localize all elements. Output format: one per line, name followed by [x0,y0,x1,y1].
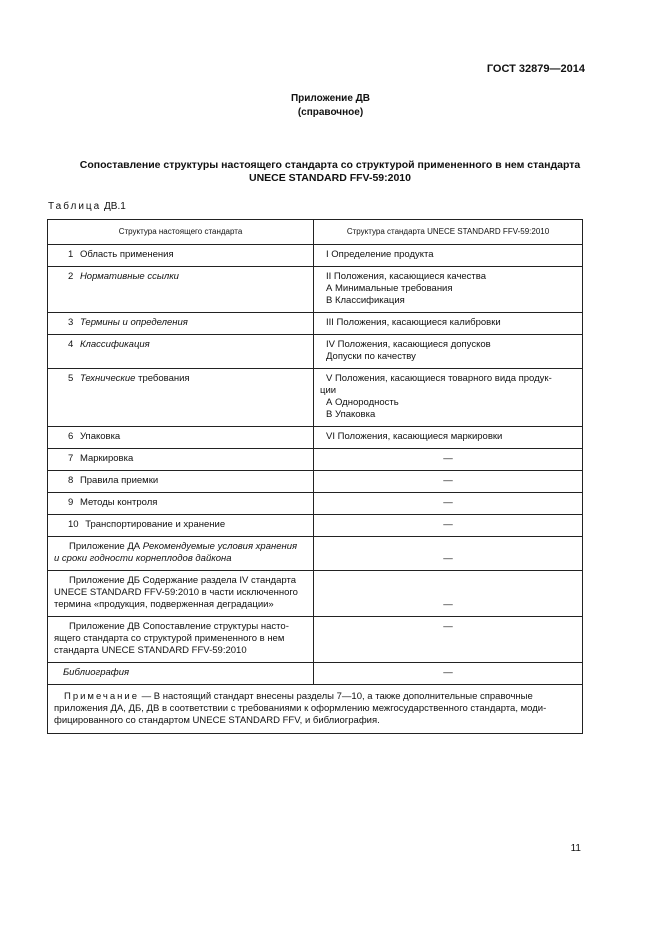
table-row [48,245,583,267]
row-left [48,663,314,685]
table-row [48,449,583,471]
structure-comparison-table [47,219,583,734]
row-text: Область применения [79,249,174,260]
row-text: Маркировка [79,453,134,464]
row-number: 9 [68,497,74,508]
row-text: Термины и определения [79,317,188,328]
row-left [48,515,314,537]
row-text-line: Приложение ДБ Содержание раздела IV стандарта [69,575,296,586]
table-row [48,537,583,571]
table-row [48,493,583,515]
row-right [314,617,583,663]
row-right [314,471,583,493]
table-note [48,685,583,734]
row-text-line [54,541,307,553]
row-left [48,571,314,617]
appendix-prefix: Приложение ДА [69,541,141,552]
row-left [48,369,314,427]
row-text-italic: Технические [79,373,136,384]
row-text: Классификация [79,339,150,350]
column-header-this-standard: Структура настоящего стандарта [48,220,314,245]
row-text-line: UNECE STANDARD FFV-59:2010 в части исключенного [54,587,298,598]
row-number: 5 [68,373,74,384]
right-line: ции [320,385,337,396]
right-line: III Положения, касающиеся калибровки [326,317,501,328]
table-row [48,515,583,537]
dash: — [443,475,453,486]
row-text-line: ящего стандарта со структурой примененного в нем [54,633,285,644]
row-number: 10 [68,519,79,530]
table-row [48,369,583,427]
row-left [48,617,314,663]
row-text: требования [138,373,190,384]
appendix-title: Приложение ДВ [290,93,371,104]
table-row [48,267,583,313]
right-line: II Положения, касающиеся качества [326,271,487,282]
right-line: Допуски по качеству [326,351,416,362]
row-left [48,471,314,493]
dash: — [443,453,453,464]
row-text-line: Приложение ДВ Сопоставление структуры насто- [69,621,289,632]
right-line: В Классификация [326,295,405,306]
row-left [48,449,314,471]
row-text-line: термина «продукция, подверженная деградации» [54,599,274,610]
note-line [54,691,576,703]
right-line: IV Положения, касающиеся допусков [326,339,491,350]
appendix-heading [0,92,661,120]
row-right [314,335,583,369]
row-right [314,427,583,449]
row-number: 4 [68,339,74,350]
table-caption-label: Таблица [48,201,102,212]
right-line: В Упаковка [326,409,376,420]
row-text: Библиография [63,667,130,678]
row-right [314,571,583,617]
table-note-row [48,685,583,734]
row-right [314,369,583,427]
row-left [48,335,314,369]
dash: — [443,519,453,530]
main-title-line2: UNECE STANDARD FFV-59:2010 [248,172,411,184]
table-row [48,663,583,685]
row-left [48,245,314,267]
appendix-title-italic: и сроки годности корнеплодов дайкона [54,553,232,564]
row-text-line: стандарта UNECE STANDARD FFV-59:2010 [54,645,247,656]
row-number: 8 [68,475,74,486]
note-label: Примечание [64,691,139,702]
row-right [314,493,583,515]
table-caption-number: ДВ.1 [104,201,126,212]
row-left [48,537,314,571]
column-header-unece-standard: Структура стандарта UNECE STANDARD FFV-59:2010 [314,220,583,245]
appendix-title-italic: Рекомендуемые условия хранения [142,541,298,552]
row-right [314,267,583,313]
appendix-subtitle: (справочное) [297,107,364,118]
row-right [314,245,583,267]
row-left [48,313,314,335]
dash: — [443,621,453,632]
table-header-row [48,220,583,245]
table-row [48,571,583,617]
row-left [48,267,314,313]
row-number: 3 [68,317,74,328]
table-row [48,313,583,335]
right-line: А Минимальные требования [326,283,453,294]
row-text-line [54,553,307,565]
table-caption [48,201,126,212]
row-text: Транспортирование и хранение [85,519,226,530]
note-text: — В настоящий стандарт внесены разделы 7—10, а также дополнительные справочные [141,691,533,702]
dash: — [443,497,453,508]
row-right [314,313,583,335]
note-line: приложения ДА, ДБ, ДВ в соответствии с требованиями к оформлению межгосударственного стандарта, моди- [54,703,547,714]
row-text: Правила приемки [79,475,159,486]
table-row [48,471,583,493]
dash: — [443,599,453,610]
table-row [48,335,583,369]
table-row [48,427,583,449]
row-right [314,449,583,471]
row-text: Нормативные ссылки [79,271,179,282]
right-line: А Однородность [326,397,399,408]
note-line: фицированного со стандартом UNECE STANDARD FFV, и библиография. [54,715,380,726]
row-number: 6 [68,431,74,442]
row-right [314,515,583,537]
row-right [314,537,583,571]
table-row [48,617,583,663]
right-line: I Определение продукта [326,249,434,260]
dash: — [443,667,453,678]
page-number: 11 [570,843,581,854]
main-title-line1: Сопоставление структуры настоящего стандарта со структурой примененного в нем стандарта [79,159,581,171]
row-number: 2 [68,271,74,282]
row-left [48,493,314,515]
row-text: Упаковка [79,431,121,442]
row-text: Методы контроля [79,497,158,508]
dash: — [443,553,453,564]
right-line: VI Положения, касающиеся маркировки [326,431,503,442]
main-title [40,159,620,185]
row-number: 1 [68,249,74,260]
standard-number: ГОСТ 32879—2014 [486,63,585,75]
row-left [48,427,314,449]
row-right [314,663,583,685]
right-line: V Положения, касающиеся товарного вида продук- [326,373,552,384]
row-number: 7 [68,453,74,464]
